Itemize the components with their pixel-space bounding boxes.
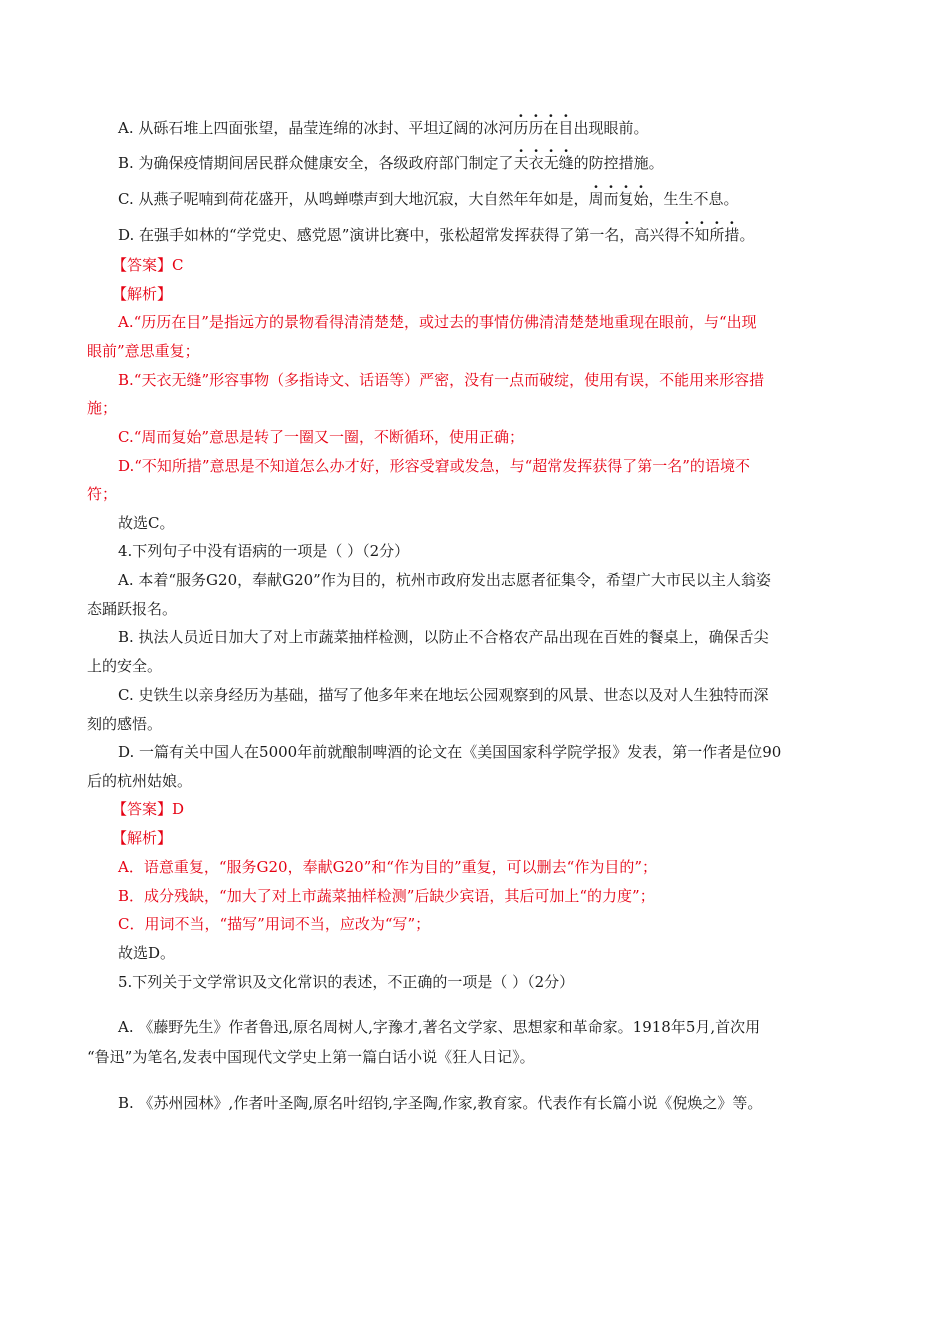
q3-analysis-line: 眼前”意思重复；: [87, 342, 200, 360]
emphasis-char: 目: [558, 119, 574, 137]
q3-option-b-text: B. 为确保疫情期间居民群众健康安全，各级政府部门制定了: [118, 154, 514, 172]
q3-option-c: [118, 189, 862, 209]
emphasis-char: 周: [588, 190, 604, 208]
emphasis-char: 知: [694, 226, 710, 244]
q4-option-line: 刻的感悟。: [87, 715, 163, 733]
emphasis-char: 在: [543, 119, 559, 137]
q3-analysis-label: 【解析】: [112, 285, 173, 303]
q3-option-c-text: C. 从燕子呢喃到荷花盛开，从鸣蝉噤声到大地沉寂，大自然年年如是，: [118, 190, 589, 208]
q4-option-line: C. 史铁生以亲身经历为基础，描写了他多年来在地坛公园观察到的风景、世态以及对人生独特而深: [118, 686, 769, 704]
q3-option-d-text: D. 在强手如林的“学党史、感党恩”演讲比赛中，张松超常发挥获得了第一名，高兴得: [118, 226, 680, 244]
emphasis-char: 措: [724, 226, 740, 244]
emphasis-char: 始: [633, 190, 649, 208]
emphasis-char: 而: [603, 190, 619, 208]
q3-conclusion: 故选C。: [118, 514, 175, 532]
q4-analysis-line: C．用词不当，“描写”用词不当，应改为“写”；: [118, 915, 431, 933]
q3-analysis-line: A.“历历在目”是指远方的景物看得清清楚楚，或过去的事情仿佛清清楚楚地重现在眼前，与“出现: [118, 313, 757, 331]
q5-title: 5.下列关于文学常识及文化常识的表述，不正确的一项是（ ）（2分）: [118, 973, 575, 991]
q3-analysis-line: C.“周而复始”意思是转了一圈又一圈，不断循环，使用正确；: [118, 428, 525, 446]
q3-option-a-text: A. 从砾石堆上四面张望，晶莹连绵的冰封、平坦辽阔的冰河: [118, 119, 514, 137]
q3-option-a-tail: 出现眼前。: [573, 119, 649, 137]
emphasis-char: 历: [528, 119, 544, 137]
q3-analysis-line: B.“天衣无缝”形容事物（多指诗文、话语等）严密，没有一点而破绽，使用有误，不能用来形容措: [118, 371, 765, 389]
emphasis-char: 衣: [528, 154, 544, 172]
q3-analysis-line: D.“不知所措”意思是不知道怎么办才好，形容受窘或发急，与“超常发挥获得了第一名”的语境不: [118, 457, 750, 475]
emphasis-char: 无: [543, 154, 559, 172]
q4-option-line: 后的杭州姑娘。: [87, 772, 193, 790]
q4-analysis-label: 【解析】: [112, 829, 173, 847]
q3-option-b-tail: 的防控措施。: [573, 154, 664, 172]
q5-option-line: A. 《藤野先生》作者鲁迅,原名周树人,字豫才,著名文学家、思想家和革命家。1918年5月,首次用: [118, 1018, 761, 1036]
q3-option-c-tail: ，生生不息。: [648, 190, 739, 208]
q4-conclusion: 故选D。: [118, 944, 176, 962]
emphasis-char: 天: [513, 154, 529, 172]
emphasis-char: 缝: [558, 154, 574, 172]
q3-answer: 【答案】C: [112, 256, 184, 274]
q5-option-line: B. 《苏州园林》,作者叶圣陶,原名叶绍钧,字圣陶,作家,教育家。代表作有长篇小说《倪焕之》等。: [118, 1094, 763, 1112]
q4-option-line: 态踊跃报名。: [87, 600, 178, 618]
q4-option-line: A. 本着“服务G20，奉献G20”作为目的，杭州市政府发出志愿者征集令，希望广大市民以主人翁姿: [118, 571, 771, 589]
q4-option-line: B. 执法人员近日加大了对上市蔬菜抽样检测，以防止不合格农产品出现在百姓的餐桌上，确保舌尖: [118, 628, 769, 646]
q3-analysis-line: 符；: [87, 485, 118, 503]
q4-analysis-line: A．语意重复，“服务G20，奉献G20”和“作为目的”重复，可以删去“作为目的”；: [118, 858, 657, 876]
q3-analysis-line: 施；: [87, 399, 118, 417]
emphasis-char: 不: [679, 226, 695, 244]
q4-option-line: D. 一篇有关中国人在5000年前就酿制啤酒的论文在《美国国家科学院学报》发表，第一作者是位90: [118, 743, 782, 761]
q4-answer: 【答案】D: [112, 800, 185, 818]
q3-option-b: [118, 153, 862, 173]
emphasis-char: 历: [513, 119, 529, 137]
emphasis-char: 所: [709, 226, 725, 244]
q4-option-line: 上的安全。: [87, 657, 163, 675]
q4-analysis-line: B．成分残缺，“加大了对上市蔬菜抽样检测”后缺少宾语，其后可加上“的力度”；: [118, 887, 655, 905]
q3-option-d: [118, 225, 862, 245]
q3-option-d-tail: 。: [739, 226, 755, 244]
q5-option-line: “鲁迅”为笔名,发表中国现代文学史上第一篇白话小说《狂人日记》。: [87, 1048, 535, 1066]
q4-title: 4.下列句子中没有语病的一项是（ ）（2分）: [118, 542, 410, 560]
q3-option-a: [118, 118, 862, 138]
emphasis-char: 复: [618, 190, 634, 208]
